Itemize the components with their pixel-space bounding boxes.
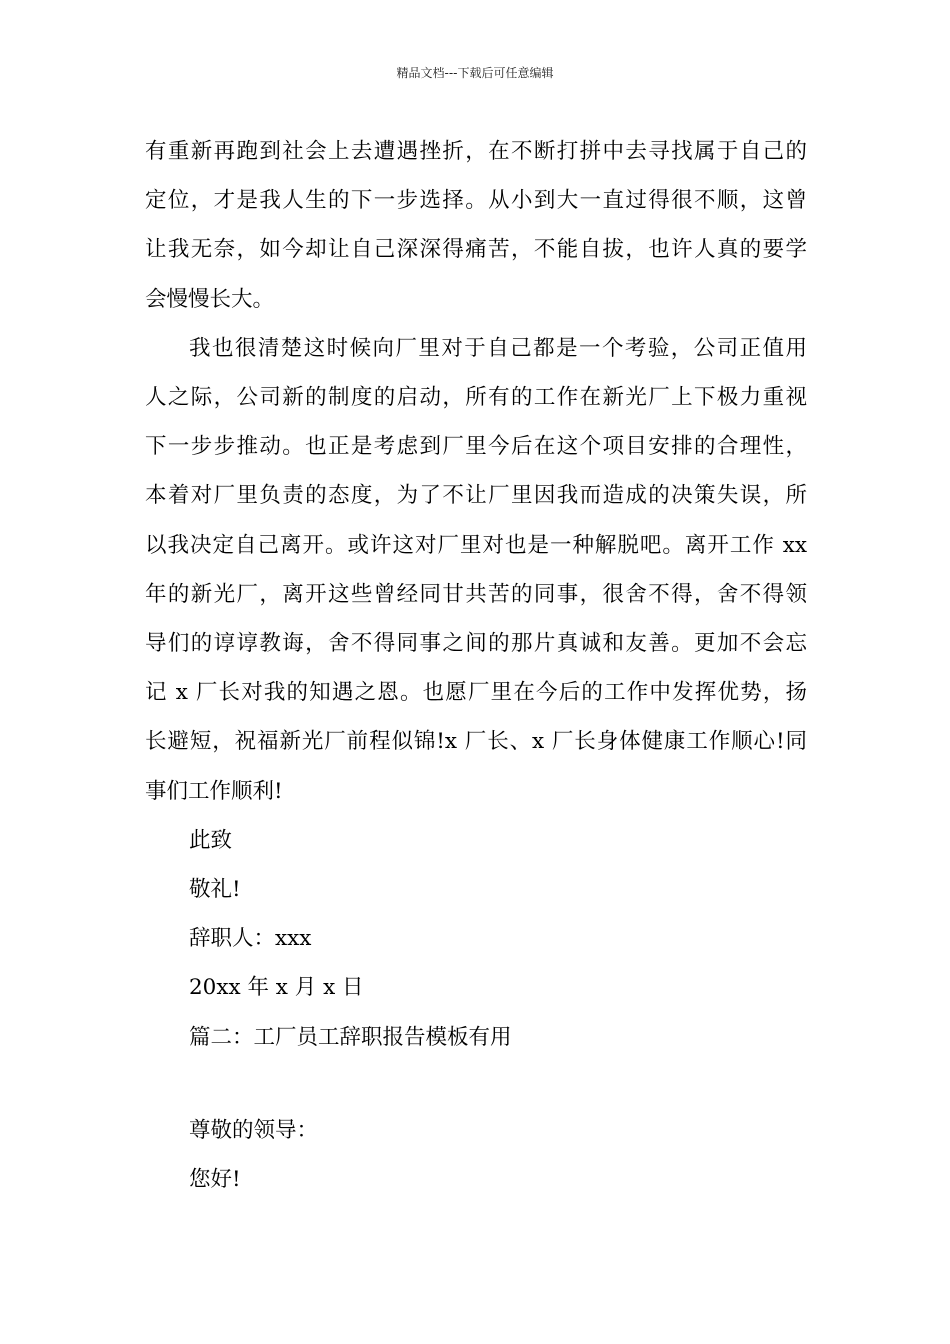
text-line: 我也很清楚这时候向厂里对于自己都是一个考验，公司正值用 [189,335,807,361]
text-line: 人之际，公司新的制度的启动，所有的工作在新光厂上下极力重视 [145,385,807,411]
hello-line: 您好! [189,1167,241,1193]
text-line: 让我无奈，如今却让自己深深得痛苦，不能自拔，也许人真的要学 [145,237,807,263]
text-line: 导们的谆谆教诲，舍不得同事之间的那片真诚和友善。更加不会忘 [145,631,807,657]
text-line: 定位，才是我人生的下一步选择。从小到大一直过得很不顺，这曾 [145,188,807,214]
text-line: 长避短，祝福新光厂前程似锦!x 厂长、x 厂长身体健康工作顺心!同 [145,729,807,755]
salutation-cizhi: 此致 [189,827,233,853]
greeting-line: 尊敬的领导： [189,1117,319,1143]
signer-line: 辞职人：xxx [189,926,312,952]
date-line: 20xx 年 x 月 x 日 [189,975,364,1001]
text-line: 下一步步推动。也正是考虑到厂里今后在这个项目安排的合理性， [145,434,807,460]
paragraph-reason [145,324,807,816]
page-header: 精品文档---下载后可任意编辑 [396,66,554,80]
text-line: 本着对厂里负责的态度，为了不让厂里因我而造成的决策失误，所 [145,483,807,509]
salutation-jingli: 敬礼! [189,877,241,903]
text-line: 有重新再跑到社会上去遭遇挫折，在不断打拼中去寻找属于自己的 [145,139,807,164]
text-line: 记 x 厂长对我的知遇之恩。也愿厂里在今后的工作中发挥优势，扬 [145,680,807,706]
blank-line [145,1062,807,1106]
section-title: 篇二：工厂员工辞职报告模板有用 [189,1024,512,1050]
text-line: 年的新光厂，离开这些曾经同甘共苦的同事，很舍不得，舍不得领 [145,581,807,607]
text-line: 以我决定自己离开。或许这对厂里对也是一种解脱吧。离开工作 xx [145,532,807,558]
paragraph-continuation [145,127,807,324]
document-body [145,127,807,1204]
text-line: 会慢慢长大。 [145,286,275,312]
text-line: 事们工作顺利! [145,778,283,804]
